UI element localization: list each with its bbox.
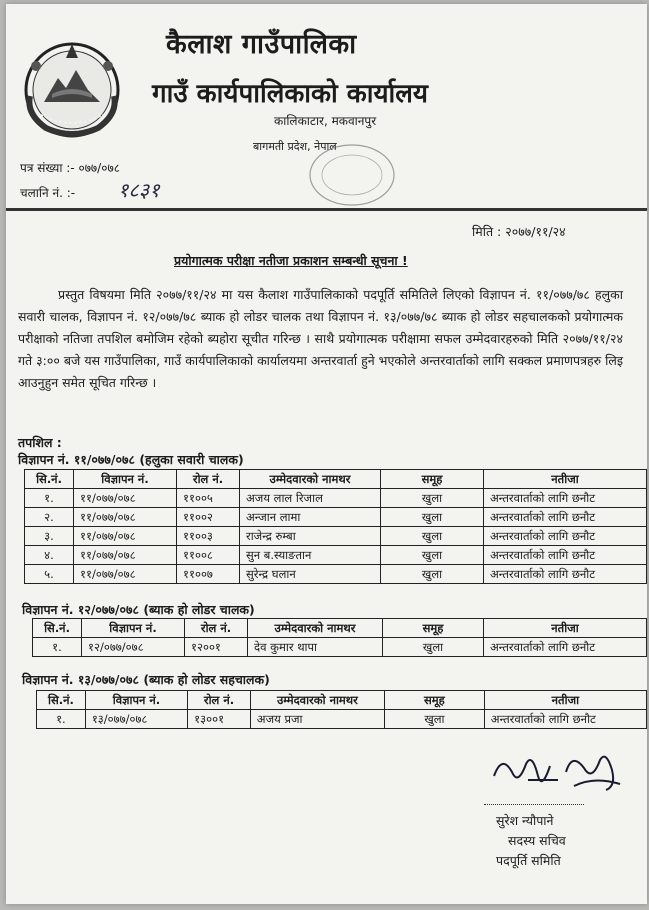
col-header-ad-no: विज्ञापन नं. — [85, 691, 187, 710]
header-divider — [6, 208, 647, 211]
cell-roll: १३००१ — [188, 710, 251, 729]
cell-result: अन्तरवार्ताको लागि छनौट — [484, 489, 647, 508]
signature-line — [484, 804, 584, 805]
table-row — [25, 489, 647, 508]
table-row — [25, 508, 647, 527]
cell-group: खुला — [385, 710, 485, 729]
cell-ad-no: ११/०७७/०७८ — [74, 527, 177, 546]
address-line-2: बागमती प्रदेश, नेपाल — [253, 140, 337, 153]
cell-result: अन्तरवार्ताको लागि छनौट — [484, 638, 647, 657]
cell-name: देव कुमार थापा — [248, 638, 383, 657]
cell-sn: १. — [25, 489, 74, 508]
cell-ad-no: ११/०७७/०७८ — [74, 508, 177, 527]
table-row — [33, 638, 647, 657]
table-header-row — [37, 691, 647, 710]
table-row — [25, 546, 647, 565]
col-header-name: उम्मेदवारको नामथर — [240, 470, 381, 489]
results-table-12 — [32, 618, 647, 657]
signatory-organization: पदपूर्ति समिति — [496, 853, 561, 868]
letter-date: मिति : २०७७/११/२४ — [472, 224, 566, 239]
col-header-name: उम्मेदवारको नामथर — [248, 619, 383, 638]
office-subtitle: गाउँ कार्यपालिकाको कार्यालय — [152, 79, 428, 109]
dispatch-number: १८३१ — [118, 178, 160, 202]
col-header-sn: सि.नं. — [33, 619, 82, 638]
cell-group: खुला — [383, 638, 484, 657]
cell-sn: १. — [33, 638, 82, 657]
cell-ad-no: ११/०७७/०७८ — [74, 546, 177, 565]
cell-group: खुला — [381, 565, 484, 584]
cell-roll: ११००२ — [177, 508, 240, 527]
office-stamp-icon — [306, 140, 398, 210]
reference-number: पत्र संख्या :- ०७७/०७८ — [20, 161, 120, 175]
col-header-ad-no: विज्ञापन नं. — [82, 619, 185, 638]
section-title-12: विज्ञापन नं. १२/०७७/०७८ (ब्याक हो लोडर चालक) — [22, 602, 255, 617]
cell-name: सुरेन्द्र घलान — [240, 565, 381, 584]
col-header-group: समूह — [381, 470, 484, 489]
signatory-title: सदस्य सचिव — [508, 833, 566, 848]
cell-roll: ११००५ — [177, 489, 240, 508]
results-table-13 — [36, 690, 647, 729]
col-header-roll: रोल नं. — [177, 470, 240, 489]
col-header-ad-no: विज्ञापन नं. — [74, 470, 177, 489]
details-label: तपशिल : — [18, 435, 62, 450]
table-row — [25, 565, 647, 584]
notice-subject: प्रयोगात्मक परीक्षा नतीजा प्रकाशन सम्बन्धी सूचना ! — [174, 253, 408, 268]
cell-sn: ३. — [25, 527, 74, 546]
cell-name: अजय प्रजा — [250, 710, 384, 729]
col-header-result: नतीजा — [484, 470, 647, 489]
cell-name: अजय लाल रिजाल — [240, 489, 381, 508]
nepal-government-emblem-icon — [16, 34, 128, 142]
cell-sn: १. — [37, 710, 86, 729]
col-header-group: समूह — [385, 691, 485, 710]
section-title-13: विज्ञापन नं. १३/०७७/०७८ (ब्याक हो लोडर सहचालक) — [22, 672, 270, 687]
cell-group: खुला — [381, 489, 484, 508]
col-header-roll: रोल नं. — [188, 691, 251, 710]
office-name: कैलाश गाउँपालिका — [166, 29, 357, 60]
handwritten-signature-icon — [488, 746, 628, 796]
cell-roll: १२००१ — [185, 638, 248, 657]
col-header-roll: रोल नं. — [185, 619, 248, 638]
col-header-sn: सि.नं. — [25, 470, 74, 489]
table-header-row — [25, 470, 647, 489]
cell-name: अन्जान लामा — [240, 508, 381, 527]
results-table-11 — [24, 469, 647, 584]
cell-result: अन्तरवार्ताको लागि छनौट — [484, 546, 647, 565]
section-title-11: विज्ञापन नं. ११/०७७/०७८ (हलुका सवारी चालक) — [18, 452, 244, 467]
col-header-result: नतीजा — [484, 691, 646, 710]
table-header-row — [33, 619, 647, 638]
cell-ad-no: ११/०७७/०७८ — [74, 489, 177, 508]
cell-sn: ४. — [25, 546, 74, 565]
address-line-1: कालिकाटार, मकवानपुर — [274, 114, 377, 128]
cell-result: अन्तरवार्ताको लागि छनौट — [484, 565, 647, 584]
cell-group: खुला — [381, 508, 484, 527]
cell-group: खुला — [381, 527, 484, 546]
col-header-group: समूह — [383, 619, 484, 638]
col-header-sn: सि.नं. — [37, 691, 86, 710]
notice-body: प्रस्तुत विषयमा मिति २०७७/११/२४ मा यस कैलाश गाउँपालिकाको पदपूर्ति समितिले लिएको विज्ञापन नं. ११/०७७/७८ हलुका सवारी चालक, विज्ञापन नं. १२/०७७/७८ ब्याक हो लोडर चालक तथा विज्ञापन नं. १३/०७७/७८ ब्याक हो लोडर सहचालकको प्रयोगात्मक परीक्षाको नतिजा तपशिल बमोजिम रहेको ब्यहोरा सूचीत गरिन्छ । साथै प्रयोगात्मक परीक्षामा सफल उम्मेदवारहरुको मिति २०७७/११/२४ गते ३:०० बजे यस गाउँपालिका, गाउँ कार्यपालिकाको कार्यालयमा अन्तरवार्ता हुने भएकोले अन्तरवार्ताको लागि सक्कल प्रमाणपत्रहरु लिइ आउनुहुन समेत सूचित गरिन्छ । — [18, 287, 623, 390]
cell-name: राजेन्द्र रुम्बा — [240, 527, 381, 546]
cell-group: खुला — [381, 546, 484, 565]
signatory-name: सुरेश न्यौपाने — [496, 813, 554, 828]
cell-result: अन्तरवार्ताको लागि छनौट — [484, 710, 646, 729]
letter-page — [6, 4, 647, 904]
cell-result: अन्तरवार्ताको लागि छनौट — [484, 508, 647, 527]
cell-sn: २. — [25, 508, 74, 527]
cell-ad-no: १३/०७७/०७८ — [85, 710, 187, 729]
col-header-result: नतीजा — [484, 619, 647, 638]
cell-result: अन्तरवार्ताको लागि छनौट — [484, 527, 647, 546]
cell-sn: ५. — [25, 565, 74, 584]
cell-name: सुन ब.स्याङतान — [240, 546, 381, 565]
cell-ad-no: ११/०७७/०७८ — [74, 565, 177, 584]
dispatch-label: चलानि नं. :- — [20, 186, 76, 200]
col-header-name: उम्मेदवारको नामथर — [250, 691, 384, 710]
cell-ad-no: १२/०७७/०७८ — [82, 638, 185, 657]
cell-roll: ११००३ — [177, 527, 240, 546]
cell-roll: ११००७ — [177, 565, 240, 584]
cell-roll: ११००८ — [177, 546, 240, 565]
table-row — [37, 710, 647, 729]
table-row — [25, 527, 647, 546]
